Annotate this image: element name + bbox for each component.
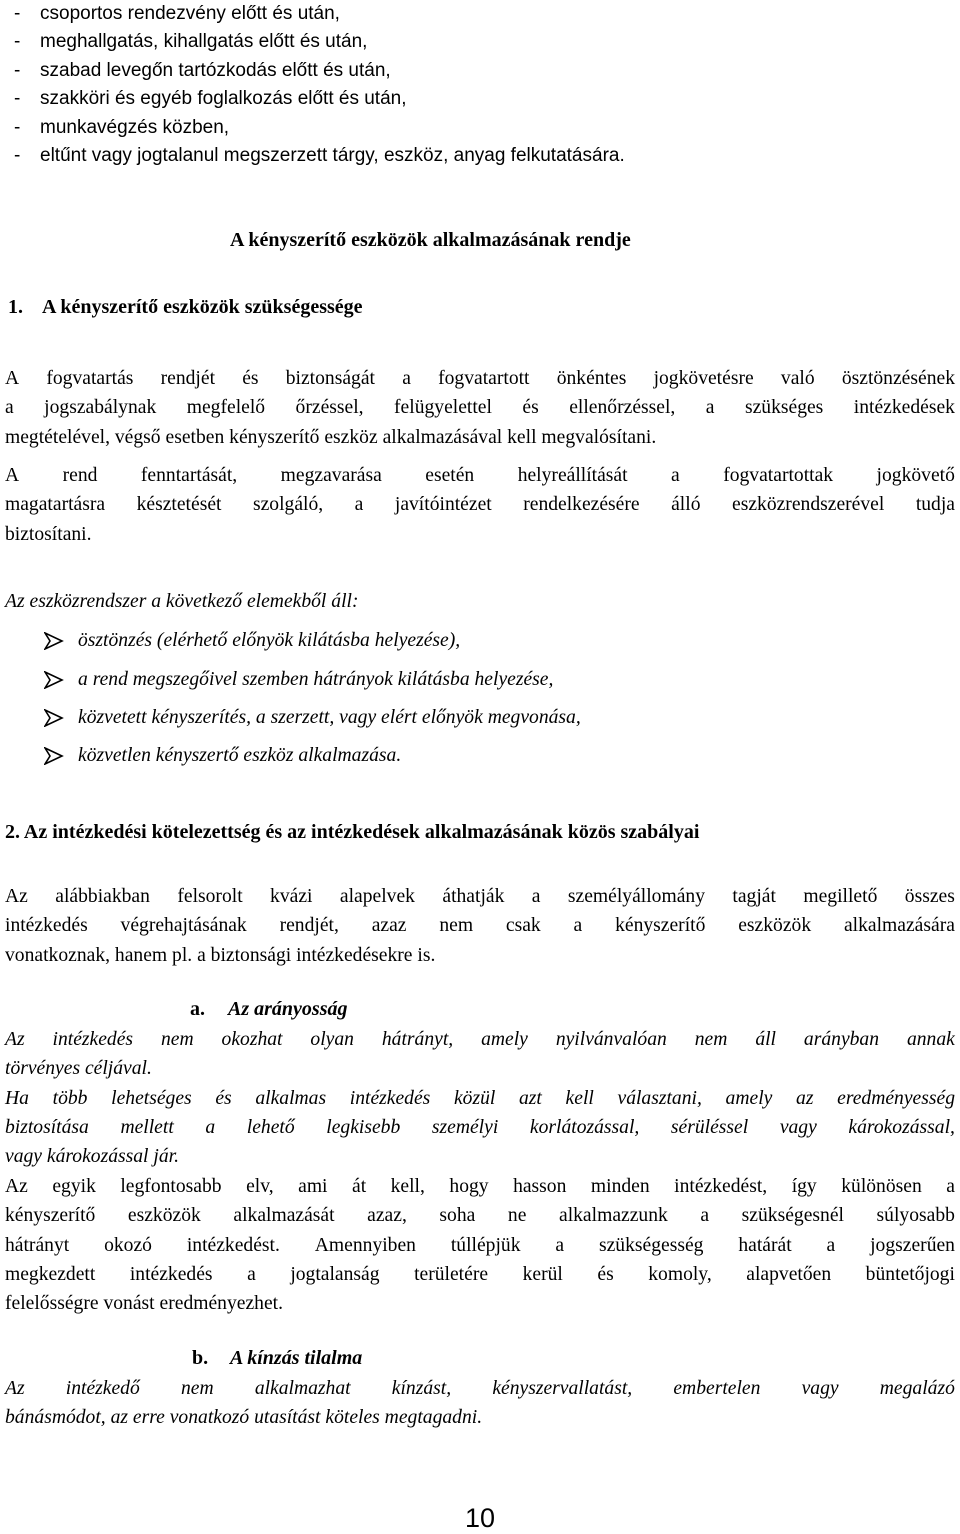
word: Az xyxy=(5,886,28,907)
word: nem xyxy=(160,1029,194,1050)
word: Amennyiben xyxy=(314,1234,416,1256)
word: soha xyxy=(439,1205,476,1227)
word: és xyxy=(242,368,259,389)
word: legkisebb xyxy=(326,1116,401,1138)
word: intézkedés xyxy=(52,1029,134,1050)
word: fogvatartottak xyxy=(723,465,834,486)
text-line: vagy károkozással jár. xyxy=(5,1146,179,1168)
word: a xyxy=(700,1205,710,1227)
word: vagy xyxy=(779,1116,817,1138)
word: a xyxy=(5,397,14,419)
dash-list-item xyxy=(14,57,914,85)
word: intézkedés xyxy=(129,1263,213,1285)
word: az xyxy=(796,1087,814,1109)
word: fogvatartott xyxy=(438,368,530,389)
dash-marker: - xyxy=(14,31,21,53)
word: őrzéssel, xyxy=(295,397,364,419)
text-line: megtételével, végső esetben kényszerítő eszköz alkalmazásával kell megvalósítani. xyxy=(5,426,657,448)
element-list-text: ösztönzés (elérhető előnyök kilátásba helyezése), xyxy=(78,630,461,652)
word: kerül xyxy=(522,1263,563,1285)
section-2-title: Az intézkedési kötelezettség és az intézkedések alkalmazásának közös szabályai xyxy=(23,821,700,843)
word: korlátozással, xyxy=(529,1116,640,1138)
text-line: törvényes céljával. xyxy=(5,1058,152,1080)
word: azaz xyxy=(371,915,407,937)
word: a xyxy=(671,465,680,486)
word: intézkedést, xyxy=(674,1176,768,1197)
word: túllépjük xyxy=(450,1234,521,1256)
word: azt xyxy=(519,1087,542,1109)
element-list-text: közvetett kényszerítés, a szerzett, vagy elért előnyök megvonása, xyxy=(78,706,581,728)
word: hátrányt xyxy=(5,1234,70,1256)
word: súlyosabb xyxy=(876,1205,955,1227)
word: álló xyxy=(671,494,701,516)
word: azaz, xyxy=(367,1205,407,1227)
dash-list-item xyxy=(14,142,914,170)
word: önkéntes xyxy=(556,368,627,389)
dash-list-text: szakköri és egyéb foglalkozás előtt és után, xyxy=(40,88,407,110)
dash-marker: - xyxy=(14,88,21,110)
text-line xyxy=(5,1231,955,1260)
text-line: felelősségre vonást eredményezhet. xyxy=(5,1293,283,1315)
subsection-b-italic-text xyxy=(5,1374,955,1433)
word: eszközök xyxy=(127,1205,201,1227)
word: hogy xyxy=(449,1176,489,1197)
word: és xyxy=(215,1087,232,1109)
word: megalázó xyxy=(879,1378,955,1399)
word: kényszerítő xyxy=(5,1205,96,1227)
word: alapelvek xyxy=(339,886,415,907)
word: a xyxy=(205,1116,216,1138)
word: biztonságát xyxy=(285,368,375,389)
word: így xyxy=(791,1176,817,1197)
word: felügyelettel xyxy=(394,397,492,419)
word: jogszerűen xyxy=(870,1234,955,1256)
word: minden xyxy=(590,1176,650,1197)
word: kényszervallatást, xyxy=(492,1378,633,1399)
word: büntetőjogi xyxy=(865,1263,955,1285)
word: végrehajtásának xyxy=(120,915,247,937)
section-1-heading xyxy=(8,296,363,319)
word: helyreállítását xyxy=(517,465,628,486)
word: esetén xyxy=(425,465,475,486)
subsection-a-letter: a. xyxy=(190,998,205,1020)
word: személyi xyxy=(431,1116,499,1138)
word: egyik xyxy=(52,1176,96,1197)
word: eredményesség xyxy=(837,1087,955,1109)
word: alkalmazására xyxy=(843,915,955,937)
text-line xyxy=(5,461,955,490)
word: kínzást, xyxy=(391,1378,452,1399)
word: okozó xyxy=(104,1234,152,1256)
word: a xyxy=(705,397,715,419)
word: való xyxy=(780,368,815,389)
word: a xyxy=(826,1234,836,1256)
elements-intro-text: Az eszközrendszer a következő elemekből áll: xyxy=(5,591,359,612)
word: nem xyxy=(694,1029,728,1050)
text-line xyxy=(5,490,955,519)
word: annak xyxy=(906,1029,955,1050)
word: eszközrendszerével xyxy=(732,494,885,516)
word: megfelelő xyxy=(186,397,266,419)
subsection-b-heading xyxy=(192,1347,362,1370)
word: tudja xyxy=(915,494,955,516)
word: összes xyxy=(904,886,955,907)
word: rendelkezésére xyxy=(523,494,640,516)
text-line xyxy=(5,364,955,393)
word: rend xyxy=(62,465,98,486)
word: nyilvánvalóan xyxy=(555,1029,667,1050)
word: megillető xyxy=(803,886,878,907)
text-line xyxy=(5,1172,955,1201)
word: kvázi xyxy=(270,886,313,907)
text-line xyxy=(5,882,955,911)
chapter-title-text: A kényszerítő eszközök alkalmazásának rendje xyxy=(230,229,631,251)
word: szükséges xyxy=(744,397,824,419)
word: határát xyxy=(738,1234,792,1256)
section-1-number: 1. xyxy=(8,296,23,318)
subsection-a-italic-text xyxy=(5,1025,955,1171)
dash-marker: - xyxy=(14,144,21,166)
word: mellett xyxy=(120,1116,174,1138)
word: a xyxy=(555,1234,565,1256)
word: áthatják xyxy=(442,886,505,907)
dash-marker: - xyxy=(14,59,21,81)
word: intézkedés xyxy=(349,1087,431,1109)
word: szükségesség xyxy=(598,1234,704,1256)
element-list-item xyxy=(44,699,581,737)
word: lehetséges xyxy=(111,1087,192,1109)
word: ne xyxy=(507,1205,527,1227)
word: felsorolt xyxy=(177,886,243,907)
word: szükségesnél xyxy=(741,1205,844,1227)
word: alkalmazhat xyxy=(254,1378,351,1399)
dash-list-text: meghallgatás, kihallgatás előtt és után, xyxy=(40,31,368,53)
paragraph-3 xyxy=(5,882,955,970)
text-line: biztosítani. xyxy=(5,523,92,545)
text-line xyxy=(5,911,955,940)
word: károkozással, xyxy=(848,1116,955,1138)
word: arányban xyxy=(803,1029,880,1050)
word: a xyxy=(531,886,541,907)
word: komoly, xyxy=(648,1263,712,1285)
subsection-a-heading xyxy=(190,998,347,1021)
dash-list-text: szabad levegőn tartózkodás előtt és után, xyxy=(40,59,391,81)
word: magatartásra xyxy=(5,494,106,516)
word: át xyxy=(352,1176,367,1197)
word: elv, xyxy=(246,1176,274,1197)
text-line: vonatkoznak, hanem pl. a biztonsági intézkedésekre is. xyxy=(5,944,436,966)
word: fogvatartás xyxy=(46,368,134,389)
word: javítóintézet xyxy=(394,494,492,516)
subsection-a-title: Az arányosság xyxy=(228,998,348,1020)
word: jogkövető xyxy=(876,465,955,486)
word: intézkedés xyxy=(5,915,88,937)
word: kényszerítő xyxy=(615,915,706,937)
arrow-bullet-icon xyxy=(44,747,78,765)
word: Ha xyxy=(5,1087,29,1109)
text-line xyxy=(5,1260,955,1289)
word: a xyxy=(573,915,583,937)
word: és xyxy=(597,1263,614,1285)
arrow-bullet-icon xyxy=(44,671,78,689)
dash-list-text: csoportos rendezvény előtt és után, xyxy=(40,3,340,24)
word: alapvetően xyxy=(746,1263,832,1285)
word: kell xyxy=(565,1087,594,1109)
word: személyállomány xyxy=(567,886,706,907)
word: A xyxy=(5,368,20,389)
word: a xyxy=(354,494,364,516)
word: alkalmazását xyxy=(233,1205,335,1227)
page-number: 10 xyxy=(464,1503,496,1533)
arrow-bullet-icon xyxy=(44,632,78,650)
word: intézkedések xyxy=(853,397,955,419)
word: és xyxy=(522,397,539,419)
word: területére xyxy=(414,1263,489,1285)
section-1-title: A kényszerítő eszközök szükségessége xyxy=(42,296,363,318)
word: jogtalanság xyxy=(290,1263,380,1285)
word: a xyxy=(946,1176,955,1197)
word: hátrányt, xyxy=(381,1029,454,1050)
word: alkalmazzunk xyxy=(559,1205,668,1227)
dash-list-item xyxy=(14,85,914,113)
word: több xyxy=(52,1087,88,1109)
word: ösztönzésének xyxy=(841,368,955,389)
word: rendjét xyxy=(160,368,216,389)
word: legfontosabb xyxy=(120,1176,222,1197)
dash-list-item xyxy=(14,114,914,142)
paragraph-1 xyxy=(5,364,955,452)
word: jogszabálynak xyxy=(44,397,157,419)
word: ami xyxy=(298,1176,328,1197)
word: megzavarása xyxy=(280,465,382,486)
word: Az xyxy=(5,1176,28,1197)
word: áll xyxy=(755,1029,776,1050)
text-line xyxy=(5,1113,955,1142)
elements-list xyxy=(44,622,581,776)
element-list-item xyxy=(44,660,581,698)
word: hasson xyxy=(513,1176,567,1197)
dash-list-text: munkavégzés közben, xyxy=(40,116,230,138)
dash-list xyxy=(14,0,914,170)
section-2-heading xyxy=(5,821,699,844)
dash-marker: - xyxy=(14,3,21,24)
word: embertelen xyxy=(673,1378,761,1399)
text-line xyxy=(5,1084,955,1113)
word: okozhat xyxy=(221,1029,283,1050)
section-2-number: 2. xyxy=(5,821,20,843)
subsection-a-plain-text xyxy=(5,1172,955,1318)
word: különösen xyxy=(841,1176,922,1197)
word: kell, xyxy=(390,1176,425,1197)
word: vagy xyxy=(801,1378,839,1399)
word: tagját xyxy=(732,886,776,907)
word: amely xyxy=(481,1029,528,1050)
word: eszközök xyxy=(738,915,812,937)
word: rendjét, xyxy=(279,915,339,937)
word: közül xyxy=(453,1087,496,1109)
word: sérüléssel xyxy=(670,1116,749,1138)
element-list-text: közvetlen kényszertő eszköz alkalmazása. xyxy=(78,745,402,767)
text-line: bánásmódot, az erre vonatkozó utasítást köteles megtagadni. xyxy=(5,1407,483,1429)
word: amely xyxy=(725,1087,773,1109)
element-list-item xyxy=(44,737,581,775)
word: intézkedő xyxy=(65,1378,140,1399)
word: választani, xyxy=(617,1087,702,1109)
word: A xyxy=(5,465,20,486)
word: fenntartását, xyxy=(140,465,238,486)
dash-marker: - xyxy=(14,116,21,138)
text-line xyxy=(5,1201,955,1230)
element-list-item xyxy=(44,622,581,660)
word: Az xyxy=(5,1378,25,1399)
word: Az xyxy=(5,1029,25,1050)
word: olyan xyxy=(310,1029,354,1050)
text-line xyxy=(5,1374,955,1403)
word: intézkedést. xyxy=(186,1234,280,1256)
word: ellenőrzéssel, xyxy=(569,397,676,419)
word: biztosítása xyxy=(5,1116,89,1138)
text-line xyxy=(5,393,955,422)
word: megkezdett xyxy=(5,1263,96,1285)
dash-list-item xyxy=(14,0,914,28)
arrow-bullet-icon xyxy=(44,709,78,727)
word: a xyxy=(402,368,411,389)
text-line xyxy=(5,1025,955,1054)
elements-intro xyxy=(5,587,955,616)
word: jogkövetésre xyxy=(653,368,754,389)
word: nem xyxy=(439,915,474,937)
word: lehető xyxy=(246,1116,295,1138)
dash-list-item xyxy=(14,28,914,56)
paragraph-2 xyxy=(5,461,955,549)
dash-list-text: eltűnt vagy jogtalanul megszerzett tárgy, eszköz, anyag felkutatására. xyxy=(40,144,625,166)
subsection-b-title: A kínzás tilalma xyxy=(230,1347,363,1369)
word: alábbiakban xyxy=(55,886,150,907)
word: szolgáló, xyxy=(252,494,324,516)
word: nem xyxy=(180,1378,214,1399)
word: a xyxy=(247,1263,256,1285)
element-list-text: a rend megszegőivel szemben hátrányok kilátásba helyezése, xyxy=(78,668,554,690)
word: alkalmas xyxy=(255,1087,327,1109)
word: csak xyxy=(505,915,541,937)
word: késztetését xyxy=(136,494,222,516)
subsection-b-letter: b. xyxy=(192,1347,209,1369)
